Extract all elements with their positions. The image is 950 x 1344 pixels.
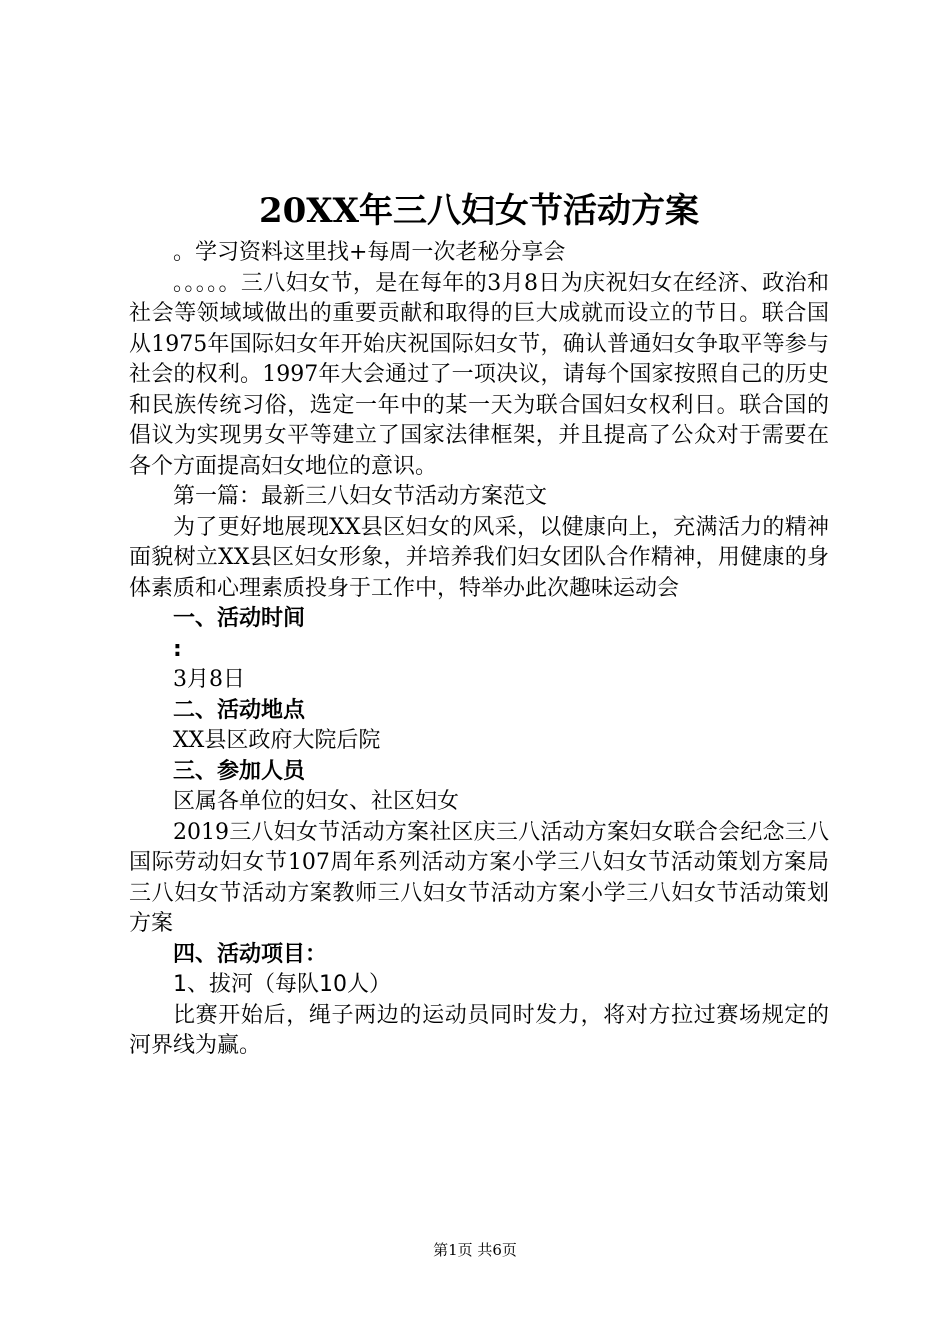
paragraph-chapter-title: 第一篇：最新三八妇女节活动方案范文	[173, 484, 548, 509]
paragraph-purpose: 为了更好地展现XX县区妇女的风采，以健康向上，充满活力的精神面貌树立XX县区妇女形象，并培养我们妇女团队合作精神，用健康的身体素质和心理素质投身于工作中，特举办此次趣味运动会	[129, 514, 829, 601]
paragraph-location: XX县区政府大院后院	[173, 728, 381, 753]
paragraph-participants: 区属各单位的妇女、社区妇女	[173, 789, 460, 814]
paragraph-date: 3月8日	[173, 667, 245, 692]
heading-activity-items: 四、活动项目：	[173, 941, 328, 967]
heading-participants: 三、参加人员	[173, 758, 306, 784]
document-title: 20XX年三八妇女节活动方案	[258, 191, 700, 231]
heading-tug-of-war: 1、拔河（每队10人）	[173, 972, 391, 997]
heading-activity-time: 一、活动时间	[173, 606, 306, 631]
paragraph-intro-note: 。学习资料这里找+每周一次老秘分享会	[173, 240, 566, 265]
document-body	[129, 186, 829, 1062]
heading-activity-location: 二、活动地点	[173, 697, 306, 723]
paragraph-background: 。。。。。三八妇女节，是在每年的3月8日为庆祝妇女在经济、政治和社会等领域域做出的重要贡献和取得的巨大成就而设立的节日。联合国从1975年国际妇女年开始庆祝国际妇女节，确认普通妇女争取平等参与社会的权利。1997年大会通过了一项决议，请每个国家按照自己的历史和民族传统习俗，选定一年中的某一天为联合国妇女权利日。联合国的倡议为实现男女平等建立了国家法律框架，并且提高了公众对于需要在各个方面提高妇女地位的意识。	[129, 270, 829, 479]
heading-colon: :	[173, 636, 182, 662]
paragraph-tug-of-war-rules: 比赛开始后，绳子两边的运动员同时发力，将对方拉过赛场规定的河界线为赢。	[129, 1002, 829, 1058]
page-footer: 第1页 共6页	[433, 1241, 517, 1259]
paragraph-related-titles: 2019三八妇女节活动方案社区庆三八活动方案妇女联合会纪念三八国际劳动妇女节107周年系列活动方案小学三八妇女节活动策划方案局三八妇女节活动方案教师三八妇女节活动方案小学三八妇女节活动策划方案	[129, 819, 829, 936]
